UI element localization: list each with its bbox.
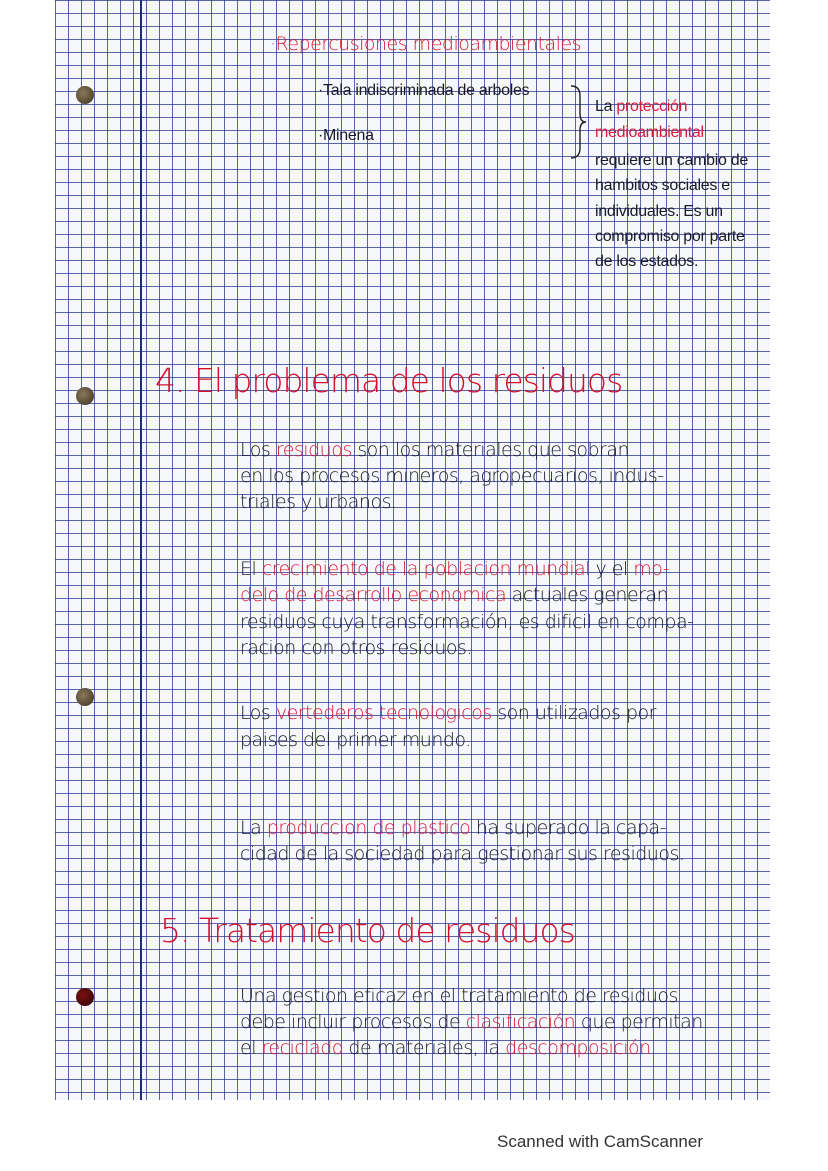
subtopic-title [270, 34, 581, 56]
highlighted-text: medioambiental [595, 124, 704, 141]
text-segment: hambitos sociales e [595, 177, 730, 194]
side-note-line [595, 152, 748, 170]
text-segment: requiere un cambio de [595, 152, 748, 169]
text-segment: el [240, 1037, 262, 1059]
paragraph-line [240, 730, 471, 752]
punch-hole-icon [76, 988, 94, 1006]
text-segment: ha superado la capa- [470, 817, 667, 839]
text-segment: en los procesos mineros, agropecuarios, indus- [240, 465, 664, 487]
paragraph-line [240, 440, 629, 462]
text-segment: Los [240, 439, 276, 461]
paragraph-line [240, 844, 684, 866]
text-segment: racion con otros residuos. [240, 637, 472, 659]
highlighted-text: residuos [275, 439, 352, 461]
text-segment: La [595, 98, 617, 115]
scanner-watermark: Scanned with CamScanner [497, 1132, 704, 1151]
bullet-item [318, 127, 374, 145]
side-note-line [595, 98, 687, 116]
side-note-line [595, 124, 704, 142]
side-note-line [595, 177, 730, 195]
text-segment: y el [589, 558, 634, 580]
paragraph-line [240, 638, 472, 660]
text-segment: triales y urbanos. [240, 491, 397, 513]
highlighted-text: crecimiento de la poblacion mundial [261, 558, 590, 580]
text-segment: El [240, 558, 262, 580]
highlighted-text: mo- [633, 558, 670, 580]
paragraph-line [240, 585, 668, 607]
text-segment: de materiales, la [342, 1037, 506, 1059]
paragraph-line [240, 466, 664, 488]
paragraph-line [240, 818, 666, 840]
paragraph-line [240, 612, 694, 634]
text-segment: de los estados. [595, 253, 699, 270]
highlighted-text: clasificación [465, 1011, 576, 1033]
paragraph-line [240, 1038, 651, 1060]
side-note-line [595, 203, 723, 221]
paragraph-line [240, 1012, 703, 1034]
punch-hole-icon [76, 387, 94, 405]
text-segment: La [240, 817, 267, 839]
section-4-heading: 4. El problema de los residuos [155, 361, 623, 400]
highlighted-text: vertederos tecnologicos [275, 702, 492, 724]
punch-hole-icon [76, 86, 94, 104]
text-segment: que permitan [575, 1011, 703, 1033]
text-segment: ·Minena [318, 127, 374, 144]
highlighted-text: descomposición [505, 1037, 651, 1059]
text-segment: debe incluir procesos de [240, 1011, 466, 1033]
paragraph-line [240, 703, 656, 725]
margin-line [140, 0, 142, 1100]
bullet-item [318, 82, 529, 100]
section-5-heading: 5. Tratamiento de residuos [160, 911, 575, 950]
text-segment: individuales. Es un [595, 203, 723, 220]
text-segment: ·Tala indiscriminada de arboles [318, 82, 530, 99]
text-segment: cidad de la sociedad para gestionar sus residuos. [240, 843, 685, 865]
text-segment: paises del primer mundo. [240, 729, 471, 751]
paragraph-line [240, 492, 397, 514]
curly-brace-icon [568, 84, 588, 160]
text-segment: Una gestion eficaz en el tratamiento de residuos [240, 985, 678, 1007]
punch-hole-icon [76, 688, 94, 706]
highlighted-text: produccion de plastico [266, 817, 471, 839]
text-segment: actuales generan [506, 584, 669, 606]
text-segment: Los [240, 702, 276, 724]
text-segment: compromiso por parte [595, 228, 745, 245]
highlighted-text: ·Repercusiones medioambientales [270, 33, 582, 55]
side-note-line [595, 253, 698, 271]
highlighted-text: delo de desarrollo economica [240, 584, 507, 606]
text-segment: son utilizados por [491, 702, 656, 724]
text-segment: son los materiales que sobran [351, 439, 630, 461]
highlighted-text: protección [616, 98, 688, 115]
paragraph-line [240, 986, 678, 1008]
side-note-line [595, 228, 745, 246]
highlighted-text: reciclado [261, 1037, 343, 1059]
text-segment: residuos cuya transformación, es dificil en compa- [240, 611, 694, 633]
paragraph-line [240, 559, 669, 581]
